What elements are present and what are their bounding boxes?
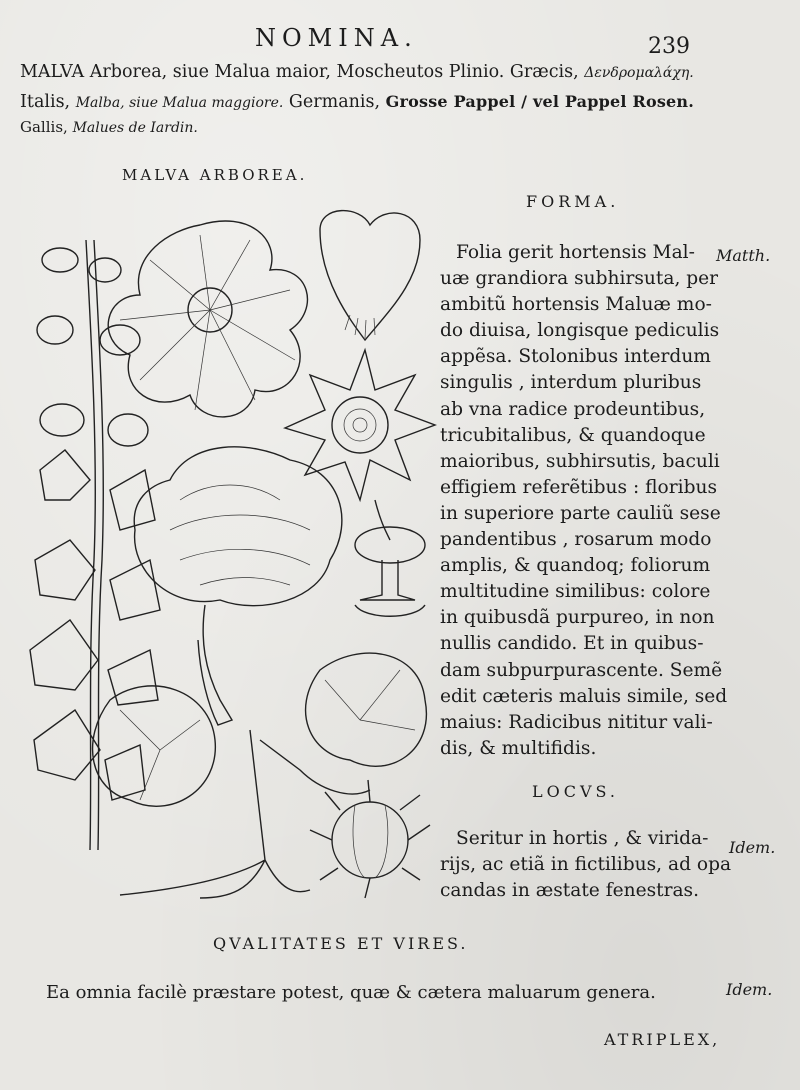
figure-caption: MALVA ARBOREA. xyxy=(122,166,308,184)
margin-note-idem-qualitates: Idem. xyxy=(726,980,773,999)
basal-leaves xyxy=(93,653,427,898)
forma-line: tricubitalibus, & quandoque xyxy=(440,424,706,446)
star-calyx xyxy=(285,350,435,540)
nomina-greek-name: Δενδρομαλάχη. xyxy=(584,65,694,81)
nomina-line-3 xyxy=(20,118,198,136)
forma-line: dis, & multifidis. xyxy=(440,737,597,759)
forma-line: uæ grandiora subhirsuta, per xyxy=(440,268,719,290)
forma-line: amplis, & quandoq; foliorum xyxy=(440,555,711,577)
nomina-german-name: Grosse Pappel / vel Pappel Rosen. xyxy=(385,92,695,111)
nomina-italian-label: Italis, xyxy=(20,92,71,112)
qualitates-heading: QVALITATES ET VIRES. xyxy=(213,934,469,953)
forma-line: maioribus, subhirsutis, baculi xyxy=(440,450,720,472)
seed-pod xyxy=(310,780,430,898)
stamen-column xyxy=(355,527,425,616)
forma-line: ambitũ hortensis Maluæ mo- xyxy=(440,294,712,316)
forma-heading: FORMA. xyxy=(526,192,620,211)
running-header: NOMINA. xyxy=(255,24,418,52)
open-flower xyxy=(108,221,307,417)
forma-line: do diuisa, longisque pediculis xyxy=(440,320,720,342)
locus-body xyxy=(440,826,731,904)
forma-line: Folia gerit hortensis Mal- xyxy=(456,242,695,263)
forma-line: edit cæteris maluis simile, sed xyxy=(440,685,728,707)
forma-line: maius: Radicibus nititur vali- xyxy=(440,711,713,733)
forma-line: effigiem referẽtibus : floribus xyxy=(440,476,717,498)
single-petal xyxy=(320,211,420,340)
forma-line: ab vna radice prodeuntibus, xyxy=(440,398,706,420)
forma-line: nullis candido. Et in quibus- xyxy=(440,633,704,655)
nomina-line-2 xyxy=(20,92,694,112)
margin-note-idem-locus: Idem. xyxy=(729,838,776,857)
nomina-line-1 xyxy=(20,62,694,82)
page-number: 239 xyxy=(648,34,690,59)
nomina-german-label: Germanis, xyxy=(288,92,381,112)
margin-note-matth: Matth. xyxy=(716,246,771,265)
locus-heading: LOCVS. xyxy=(532,782,620,801)
forma-line: singulis , interdum pluribus xyxy=(440,372,702,394)
nomina-french-label: Gallis, xyxy=(20,118,68,136)
double-flower xyxy=(134,447,342,725)
locus-line: rijs, ac etiã in fictilibus, ad opa xyxy=(440,854,732,876)
locus-line: Seritur in hortis , & virida- xyxy=(456,828,709,849)
nomina-greek-intro: MALVA Arborea, siue Malua maior, Moscheutos Plinio. Græcis, xyxy=(20,62,579,82)
forma-line: pandentibus , rosarum modo xyxy=(440,529,712,551)
qualitates-body: Ea omnia facilè præstare potest, quæ & cætera maluarum genera. xyxy=(46,982,656,1003)
forma-line: appẽsa. Stolonibus interdum xyxy=(440,346,711,368)
nomina-french-name: Malues de Iardin. xyxy=(72,120,198,136)
malva-woodcut-illustration xyxy=(20,200,440,900)
locus-line: candas in æstate fenestras. xyxy=(440,880,700,902)
forma-line: multitudine similibus: colore xyxy=(440,581,711,603)
hollyhock-stalk xyxy=(30,240,160,850)
nomina-italian-name: Malba, siue Malua maggiore. xyxy=(75,95,284,111)
forma-body xyxy=(440,240,730,762)
forma-line: in superiore parte cauliũ sese xyxy=(440,502,721,524)
forma-line: dam subpurpurascente. Semẽ xyxy=(440,659,723,681)
catchword: ATRIPLEX, xyxy=(604,1030,721,1049)
forma-line: in quibusdã purpureo, in non xyxy=(440,607,715,629)
